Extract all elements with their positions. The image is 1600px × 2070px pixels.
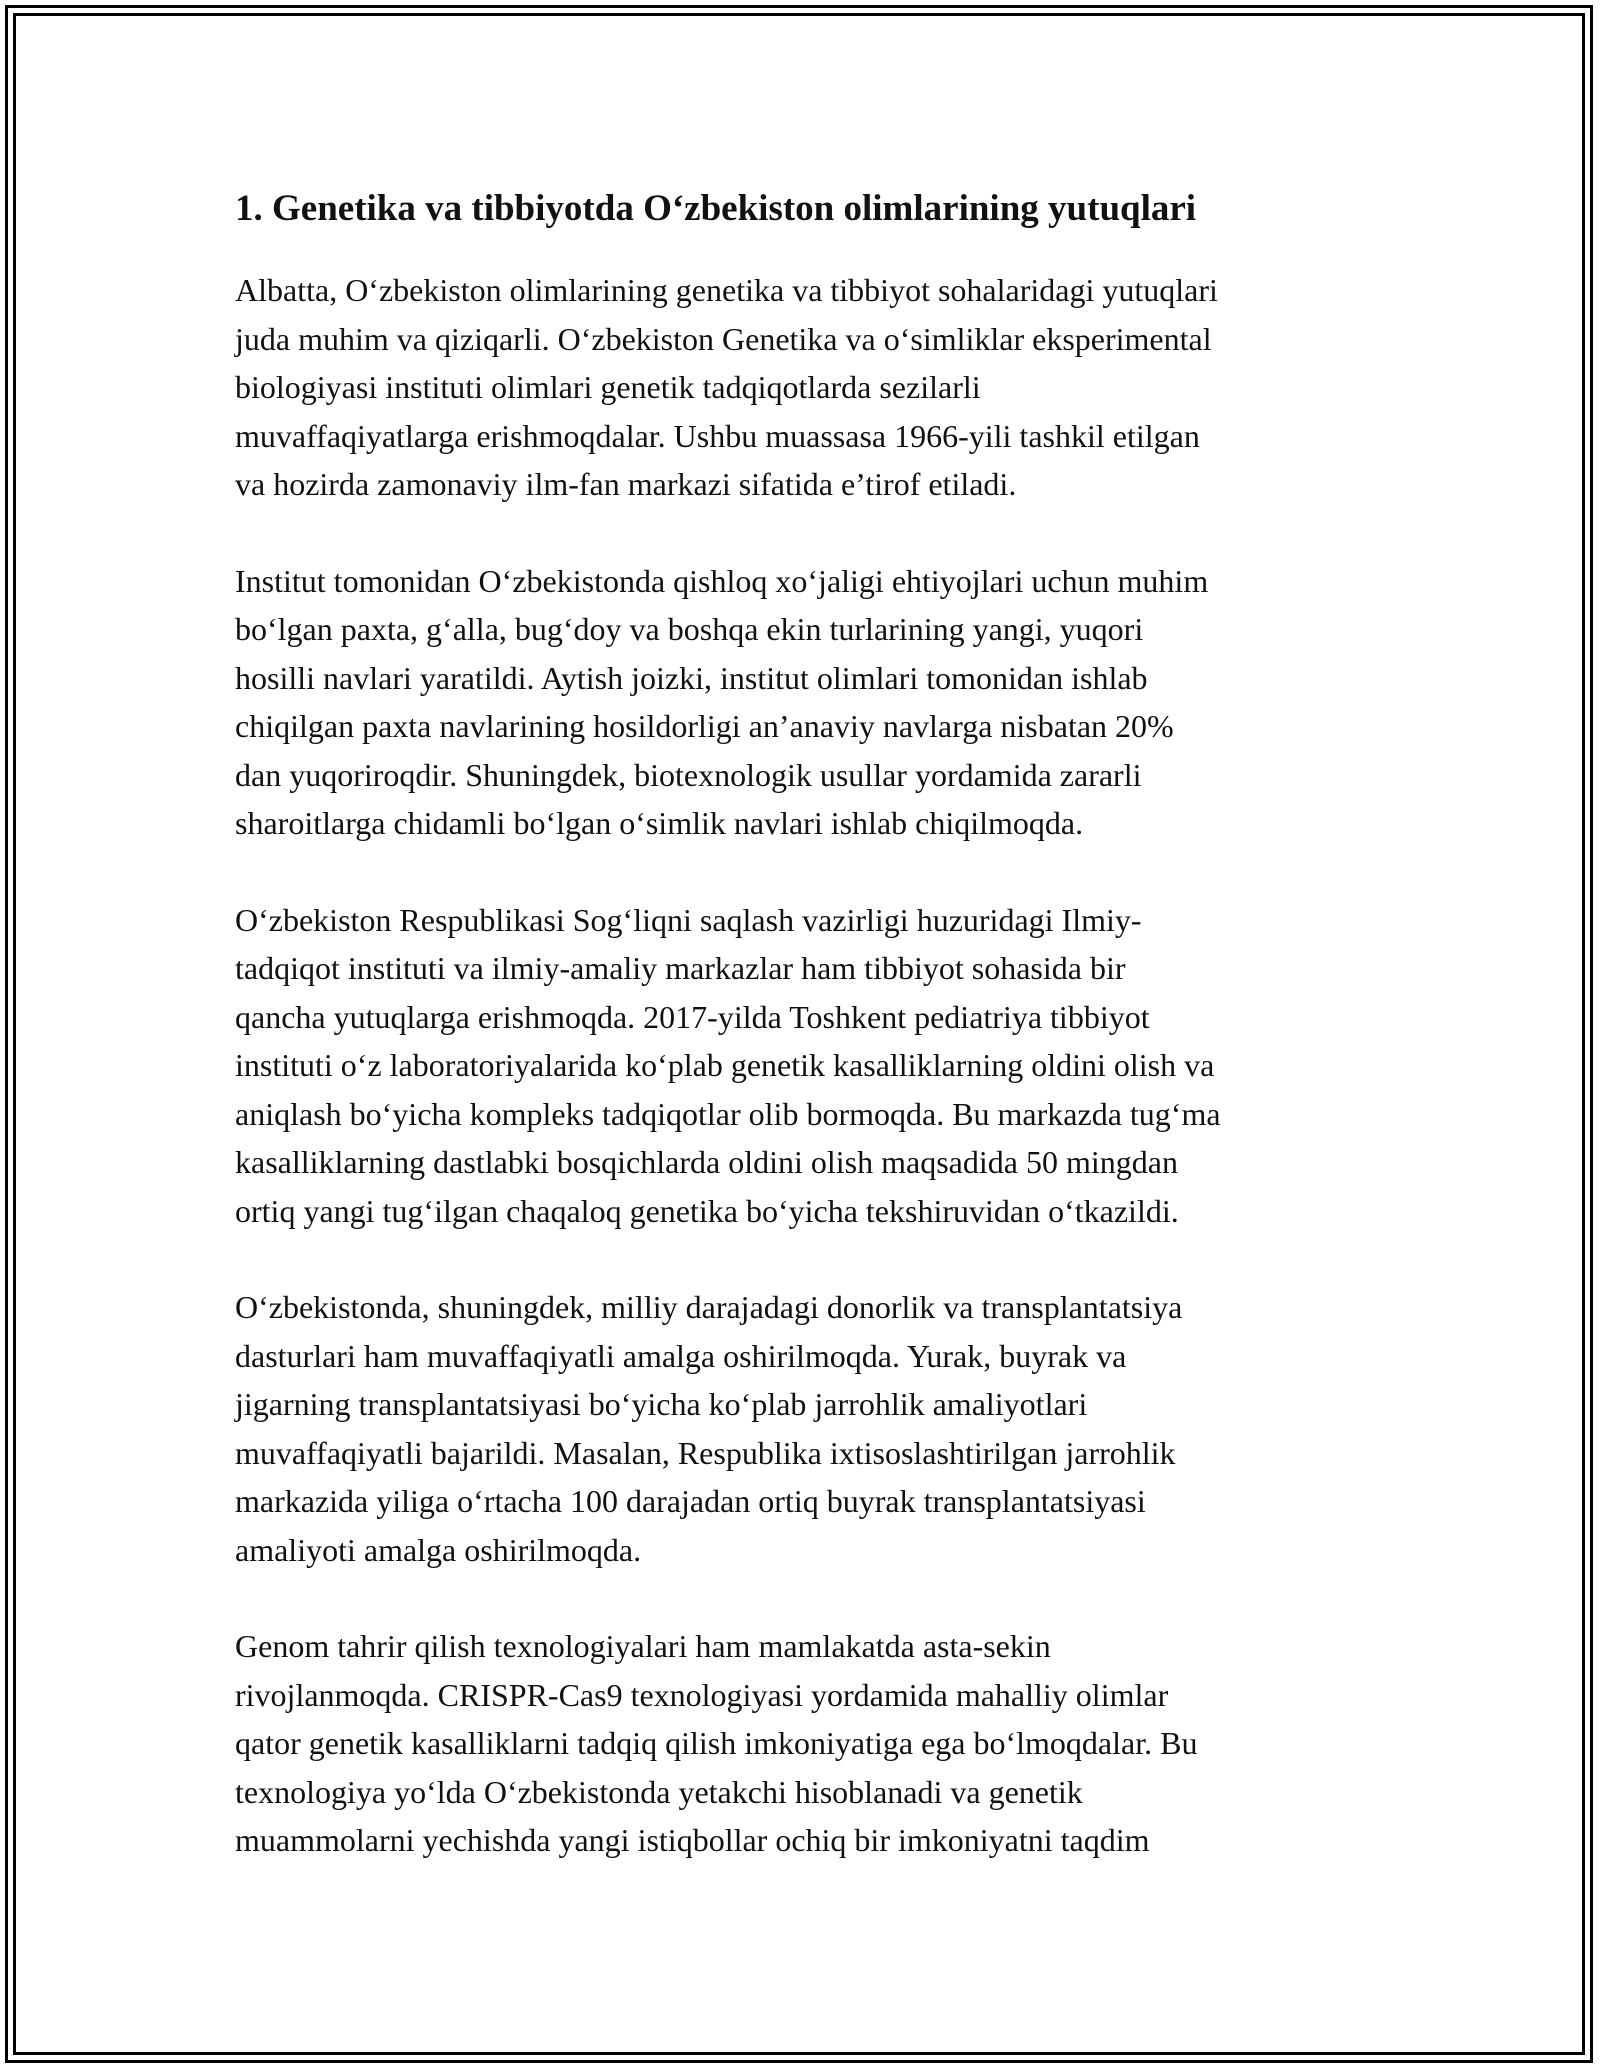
paragraph-line: chiqilgan paxta navlarining hosildorligi an’anaviy navlarga nisbatan 20% [235,708,1174,744]
paragraph-line: amaliyoti amalga oshirilmoqda. [235,1531,642,1568]
paragraph-line: hosilli navlari yaratildi. Aytish joizki, institut olimlari tomonidan ishlab [235,659,1148,696]
paragraph-3 [235,896,1375,1236]
paragraph-line: markazida yiliga o‘rtacha 100 darajadan ortiq buyrak transplantatsiyasi [235,1483,1146,1519]
paragraph-line: dasturlari ham muvaffaqiyatli amalga oshirilmoqda. Yurak, buyrak va [235,1337,1127,1374]
paragraph-line: va hozirda zamonaviy ilm-fan markazi sifatida e’tirof etiladi. [235,466,1017,502]
paragraph-2 [235,557,1375,848]
paragraph-line: qancha yutuqlarga erishmoqda. 2017-yilda Toshkent pediatriya tibbiyot [235,998,1150,1035]
paragraph-line: qator genetik kasalliklarni tadqiq qilish imkoniyatiga ega bo‘lmoqdalar. Bu [235,1725,1198,1761]
paragraph-line: aniqlash bo‘yicha kompleks tadqiqotlar olib bormoqda. Bu markazda tug‘ma [235,1095,1221,1132]
paragraph-line: juda muhim va qiziqarli. O‘zbekiston Genetika va o‘simliklar eksperimental [235,320,1212,357]
paragraph-line: biologiyasi instituti olimlari genetik tadqiqotlarda sezilarli [235,369,981,405]
section-heading: 1. Genetika va tibbiyotda O‘zbekiston olimlarining yutuqlari [235,188,1197,229]
paragraph-4 [235,1283,1375,1574]
paragraph-line: rivojlanmoqda. CRISPR-Cas9 texnologiyasi yordamida mahalliy olimlar [235,1676,1169,1713]
paragraph-line: muvaffaqiyatlarga erishmoqdalar. Ushbu muassasa 1966-yili tashkil etilgan [235,417,1200,454]
paragraph-line: sharoitlarga chidamli bo‘lgan o‘simlik navlari ishlab chiqilmoqda. [235,805,1084,841]
paragraph-line: Genom tahrir qilish texnologiyalari ham mamlakatda asta-sekin [235,1628,1051,1664]
paragraph-line: jigarning transplantatsiyasi bo‘yicha ko‘plab jarrohlik amaliyotlari [235,1386,1088,1422]
paragraph-line: muvaffaqiyatli bajarildi. Masalan, Respublika ixtisoslashtirilgan jarrohlik [235,1434,1176,1471]
paragraph-line: bo‘lgan paxta, g‘alla, bug‘doy va boshqa ekin turlarining yangi, yuqori [235,611,1144,647]
paragraph-line: dan yuqoriroqdir. Shuningdek, biotexnologik usullar yordamida zararli [235,756,1142,793]
paragraph-line: instituti o‘z laboratoriyalarida ko‘plab genetik kasalliklarning oldini olish va [235,1047,1215,1083]
paragraph-line: ortiq yangi tug‘ilgan chaqaloq genetika bo‘yicha tekshiruvidan o‘tkazildi. [235,1192,1179,1229]
document-body [235,186,1375,1913]
paragraph-line: O‘zbekistonda, shuningdek, milliy darajadagi donorlik va transplantatsiya [235,1289,1183,1325]
paragraph-line: kasalliklarning dastlabki bosqichlarda oldini olish maqsadida 50 mingdan [235,1144,1178,1180]
paragraph-line: muammolarni yechishda yangi istiqbollar ochiq bir imkoniyatni taqdim [235,1822,1150,1858]
paragraph-line: texnologiya yo‘lda O‘zbekistonda yetakchi hisoblanadi va genetik [235,1773,1083,1810]
paragraph-line: O‘zbekiston Respublikasi Sog‘liqni saqlash vazirligi huzuridagi Ilmiy- [235,901,1142,938]
paragraph-line: tadqiqot instituti va ilmiy-amaliy markazlar ham tibbiyot sohasida bir [235,950,1126,986]
paragraph-1 [235,266,1375,509]
paragraph-line: Institut tomonidan O‘zbekistonda qishloq xo‘jaligi ehtiyojlari uchun muhim [235,562,1209,599]
paragraph-5 [235,1622,1375,1865]
paragraph-line: Albatta, O‘zbekiston olimlarining genetika va tibbiyot sohalaridagi yutuqlari [235,272,1218,308]
